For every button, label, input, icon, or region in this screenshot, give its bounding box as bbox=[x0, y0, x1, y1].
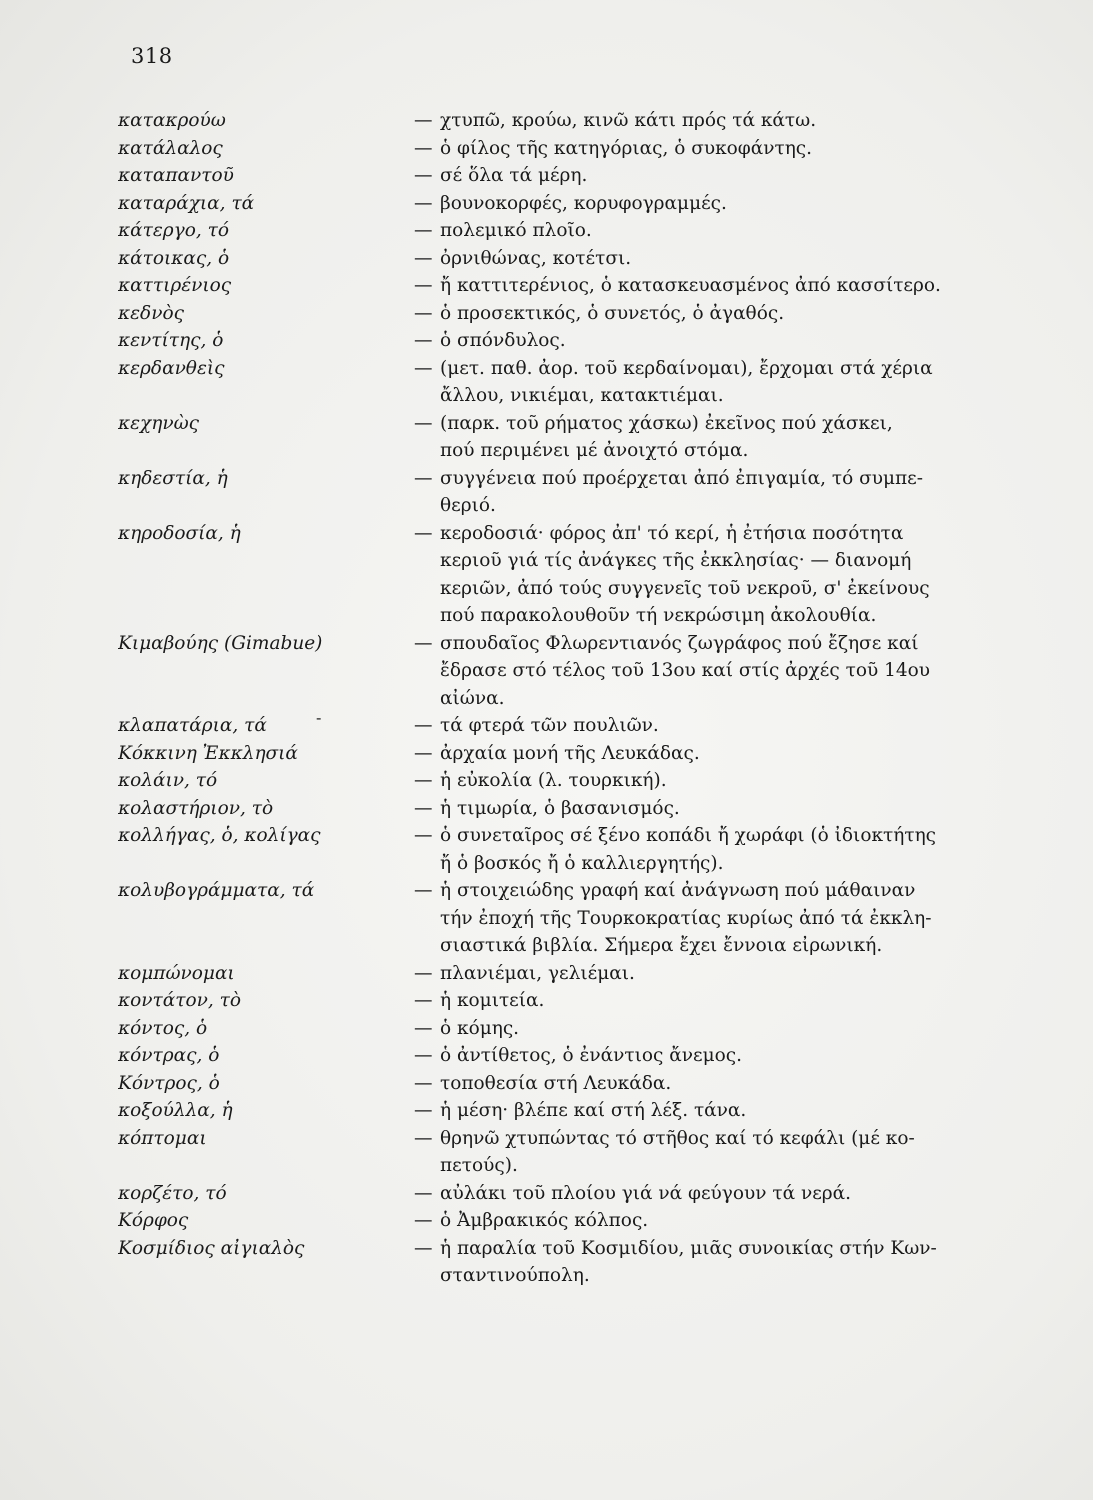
entry-dash: — bbox=[414, 1237, 433, 1259]
glossary-entry bbox=[118, 1015, 998, 1043]
entry-definition bbox=[440, 1125, 998, 1180]
definition-line: (παρκ. τοῦ ρήματος χάσκω) ἐκεῖνος πού χάσκει, bbox=[440, 412, 893, 434]
entry-definition bbox=[440, 465, 998, 520]
entry-term: κομπώνομαι bbox=[118, 962, 235, 984]
entry-definition bbox=[440, 1180, 998, 1208]
entry-term: κατάλαλος bbox=[118, 137, 223, 159]
definition-line: αἰώνα. bbox=[440, 687, 505, 709]
entry-definition bbox=[440, 987, 998, 1015]
entry-dash: — bbox=[414, 165, 433, 186]
entry-dash: — bbox=[414, 797, 433, 819]
entry-definition bbox=[440, 162, 998, 190]
glossary-entry bbox=[118, 877, 998, 960]
definition-line: πετούς). bbox=[440, 1155, 518, 1176]
glossary-entry bbox=[118, 300, 998, 328]
entry-definition bbox=[440, 712, 998, 740]
entry-dash: — bbox=[414, 467, 433, 489]
entry-dash: — bbox=[414, 1127, 433, 1149]
entry-term: κοξούλλα, ἡ bbox=[118, 1100, 233, 1121]
definition-line: θεριό. bbox=[440, 495, 496, 516]
definition-line: ἀρχαία μονή τῆς Λευκάδας. bbox=[440, 742, 700, 764]
entry-definition bbox=[440, 355, 998, 410]
glossary-entry bbox=[118, 987, 998, 1015]
definition-line: χτυπῶ, κρούω, κινῶ κάτι πρός τά κάτω. bbox=[440, 110, 817, 131]
entry-dash: — bbox=[414, 1210, 433, 1231]
entry-term: κόντος, ὁ bbox=[118, 1017, 208, 1039]
stray-mark: - bbox=[316, 708, 322, 727]
entry-dash: — bbox=[414, 742, 433, 764]
entry-dash: — bbox=[414, 825, 433, 846]
entry-definition bbox=[440, 520, 998, 630]
entry-dash: — bbox=[414, 632, 433, 654]
definition-line: πλανιέμαι, γελιέμαι. bbox=[440, 962, 635, 984]
glossary-entry bbox=[118, 767, 998, 795]
entry-definition bbox=[440, 190, 998, 218]
definition-line: ἡ κομιτεία. bbox=[440, 990, 545, 1011]
definition-line: πολεμικό πλοῖο. bbox=[440, 220, 592, 241]
entry-dash: — bbox=[414, 247, 433, 269]
definition-line: ἤ καττιτερένιος, ὁ κατασκευασμένος ἀπό κασσίτερο. bbox=[440, 275, 941, 296]
entry-dash: — bbox=[414, 1072, 433, 1094]
glossary-entry bbox=[118, 107, 998, 135]
definition-line: βουνοκορφές, κορυφογραμμές. bbox=[440, 192, 727, 214]
glossary-entry bbox=[118, 1097, 998, 1125]
entry-definition bbox=[440, 245, 998, 273]
glossary-entry bbox=[118, 327, 998, 355]
glossary-entry bbox=[118, 1180, 998, 1208]
definition-line: πού περιμένει μέ ἀνοιχτό στόμα. bbox=[440, 440, 749, 461]
definition-line: ἔδρασε στό τέλος τοῦ 13ου καί στίς ἀρχές τοῦ 14ου bbox=[440, 660, 931, 681]
entry-dash: — bbox=[414, 522, 433, 544]
entry-dash: — bbox=[414, 1017, 433, 1039]
entry-definition bbox=[440, 740, 998, 768]
definition-line: ὁ σπόνδυλος. bbox=[440, 330, 566, 351]
entry-term: κλαπατάρια, τά bbox=[118, 715, 267, 736]
entry-dash: — bbox=[414, 1045, 433, 1066]
glossary-entry bbox=[118, 217, 998, 245]
entry-term: κολλήγας, ὁ, κολίγας bbox=[118, 825, 321, 846]
entry-term: κοντάτον, τὸ bbox=[118, 990, 241, 1011]
glossary-entry bbox=[118, 630, 998, 713]
definition-line: θρηνῶ χτυπώντας τό στῆθος καί τό κεφάλι (μέ κο- bbox=[440, 1127, 915, 1149]
entry-definition bbox=[440, 217, 998, 245]
entry-definition bbox=[440, 107, 998, 135]
definition-line: ἡ παραλία τοῦ Κοσμιδίου, μιᾶς συνοικίας στήν Κων- bbox=[440, 1237, 937, 1259]
entry-term: Κόρφος bbox=[118, 1210, 189, 1231]
entry-definition bbox=[440, 327, 998, 355]
glossary-entry bbox=[118, 162, 998, 190]
entry-term: Κοσμίδιος αἰγιαλὸς bbox=[118, 1237, 305, 1259]
definition-line: ὁ ἀντίθετος, ὁ ἐνάντιος ἄνεμος. bbox=[440, 1045, 742, 1066]
glossary-entry bbox=[118, 410, 998, 465]
entry-term: καττιρένιος bbox=[118, 275, 232, 296]
definition-line: ἡ τιμωρία, ὁ βασανισμός. bbox=[440, 797, 680, 819]
glossary-entry bbox=[118, 712, 998, 740]
entry-dash: — bbox=[414, 275, 433, 296]
entry-definition bbox=[440, 135, 998, 163]
definition-line: σταντινούπολη. bbox=[440, 1265, 590, 1286]
entry-term: Κόντρος, ὁ bbox=[118, 1072, 220, 1094]
entry-dash: — bbox=[414, 137, 433, 159]
entry-definition bbox=[440, 767, 998, 795]
entry-definition bbox=[440, 1207, 998, 1235]
glossary-entry bbox=[118, 355, 998, 410]
entry-term: κολυβογράμματα, τά bbox=[118, 880, 315, 901]
entry-definition bbox=[440, 1097, 998, 1125]
entry-dash: — bbox=[414, 880, 433, 901]
entry-definition bbox=[440, 822, 998, 877]
glossary-entry bbox=[118, 190, 998, 218]
glossary-entries bbox=[118, 107, 998, 1290]
definition-line: κεριῶν, ἀπό τούς συγγενεῖς τοῦ νεκροῦ, σ' ἐκείνους bbox=[440, 577, 930, 599]
entry-dash: — bbox=[414, 1182, 433, 1204]
definition-line: ἡ στοιχειώδης γραφή καί ἀνάγνωση πού μάθαιναν bbox=[440, 880, 916, 901]
glossary-entry bbox=[118, 272, 998, 300]
definition-line: ὁ φίλος τῆς κατηγόριας, ὁ συκοφάντης. bbox=[440, 137, 813, 159]
entry-definition bbox=[440, 1070, 998, 1098]
entry-term: Κιμαβούης (Gimabue) bbox=[118, 632, 323, 654]
definition-line: σιαστικά βιβλία. Σήμερα ἔχει ἔννοια εἰρωνική. bbox=[440, 935, 883, 956]
definition-line: ὁ Ἀμβρακικός κόλπος. bbox=[440, 1210, 649, 1231]
definition-line: τοποθεσία στή Λευκάδα. bbox=[440, 1072, 672, 1094]
definition-line: σέ ὅλα τά μέρη. bbox=[440, 165, 588, 186]
entry-term: κηροδοσία, ἡ bbox=[118, 522, 241, 544]
glossary-entry bbox=[118, 1042, 998, 1070]
entry-dash: — bbox=[414, 770, 433, 791]
entry-definition bbox=[440, 630, 998, 713]
entry-term: κορζέτο, τό bbox=[118, 1182, 227, 1204]
definition-line: ὁ προσεκτικός, ὁ συνετός, ὁ ἀγαθός. bbox=[440, 302, 785, 324]
definition-line: (μετ. παθ. ἀορ. τοῦ κερδαίνομαι), ἔρχομαι στά χέρια bbox=[440, 357, 933, 379]
definition-line: αὐλάκι τοῦ πλοίου γιά νά φεύγουν τά νερά. bbox=[440, 1182, 852, 1204]
definition-line: ἄλλου, νικιέμαι, κατακτιέμαι. bbox=[440, 385, 724, 406]
entry-dash: — bbox=[414, 357, 433, 379]
definition-line: συγγένεια πού προέρχεται ἀπό ἐπιγαμία, τό συμπε- bbox=[440, 467, 923, 489]
glossary-entry bbox=[118, 822, 998, 877]
entry-term: κολαστήριον, τὸ bbox=[118, 797, 274, 819]
glossary-entry bbox=[118, 795, 998, 823]
entry-definition bbox=[440, 960, 998, 988]
glossary-entry bbox=[118, 960, 998, 988]
glossary-entry bbox=[118, 135, 998, 163]
page-number: 318 bbox=[131, 44, 173, 68]
definition-line: ὀρνιθώνας, κοτέτσι. bbox=[440, 247, 632, 269]
entry-dash: — bbox=[414, 990, 433, 1011]
definition-line: ἤ ὁ βοσκός ἤ ὁ καλλιεργητής). bbox=[440, 852, 724, 874]
entry-term: Κόκκινη Ἐκκλησιά bbox=[118, 742, 298, 764]
entry-dash: — bbox=[414, 715, 433, 736]
definition-line: κεροδοσιά· φόρος ἀπ' τό κερί, ἡ ἐτήσια ποσότητα bbox=[440, 522, 904, 544]
definition-line: ἡ μέση· βλέπε καί στή λέξ. τάνα. bbox=[440, 1100, 747, 1121]
glossary-entry bbox=[118, 465, 998, 520]
entry-term: καταράχια, τά bbox=[118, 192, 255, 214]
entry-definition bbox=[440, 272, 998, 300]
entry-definition bbox=[440, 300, 998, 328]
definition-line: σπουδαῖος Φλωρεντιανός ζωγράφος πού ἔζησε καί bbox=[440, 632, 919, 654]
glossary-entry bbox=[118, 1125, 998, 1180]
entry-dash: — bbox=[414, 192, 433, 214]
entry-definition bbox=[440, 795, 998, 823]
glossary-entry bbox=[118, 520, 998, 630]
entry-term: κάτεργο, τό bbox=[118, 220, 229, 241]
entry-definition bbox=[440, 1042, 998, 1070]
entry-term: κεντίτης, ὁ bbox=[118, 330, 224, 351]
entry-dash: — bbox=[414, 412, 433, 434]
definition-line: πού παρακολουθοῦν τή νεκρώσιμη ἀκολουθία. bbox=[440, 605, 877, 626]
definition-line: τήν ἐποχή τῆς Τουρκοκρατίας κυρίως ἀπό τά ἐκκλη- bbox=[440, 907, 932, 929]
entry-dash: — bbox=[414, 1100, 433, 1121]
entry-term: κερδανθεὶς bbox=[118, 357, 225, 379]
entry-dash: — bbox=[414, 110, 433, 131]
entry-dash: — bbox=[414, 302, 433, 324]
entry-definition bbox=[440, 1235, 998, 1290]
entry-term: καταπαντοῦ bbox=[118, 165, 234, 186]
entry-term: κόντρας, ὁ bbox=[118, 1045, 220, 1066]
definition-line: κεριοῦ γιά τίς ἀνάγκες τῆς ἐκκλησίας· — διανομή bbox=[440, 550, 912, 571]
glossary-entry bbox=[118, 1207, 998, 1235]
entry-term: κατακρούω bbox=[118, 110, 226, 131]
glossary-entry bbox=[118, 740, 998, 768]
entry-dash: — bbox=[414, 330, 433, 351]
entry-dash: — bbox=[414, 962, 433, 984]
entry-definition bbox=[440, 1015, 998, 1043]
definition-line: ἡ εὐκολία (λ. τουρκική). bbox=[440, 770, 667, 791]
entry-definition bbox=[440, 410, 998, 465]
definition-line: ὁ συνεταῖρος σέ ξένο κοπάδι ἤ χωράφι (ὁ ἰδιοκτήτης bbox=[440, 825, 937, 846]
definition-line: τά φτερά τῶν πουλιῶν. bbox=[440, 715, 659, 736]
entry-term: κολάιν, τό bbox=[118, 770, 218, 791]
entry-term: κόπτομαι bbox=[118, 1127, 207, 1149]
entry-term: κεχηνὼς bbox=[118, 412, 200, 434]
entry-dash: — bbox=[414, 220, 433, 241]
glossary-entry bbox=[118, 245, 998, 273]
glossary-entry bbox=[118, 1070, 998, 1098]
entry-term: κάτοικας, ὁ bbox=[118, 247, 230, 269]
entry-term: κηδεστία, ἡ bbox=[118, 467, 228, 489]
entry-term: κεδνὸς bbox=[118, 302, 184, 324]
entry-definition bbox=[440, 877, 998, 960]
definition-line: ὁ κόμης. bbox=[440, 1017, 520, 1039]
glossary-entry bbox=[118, 1235, 998, 1290]
